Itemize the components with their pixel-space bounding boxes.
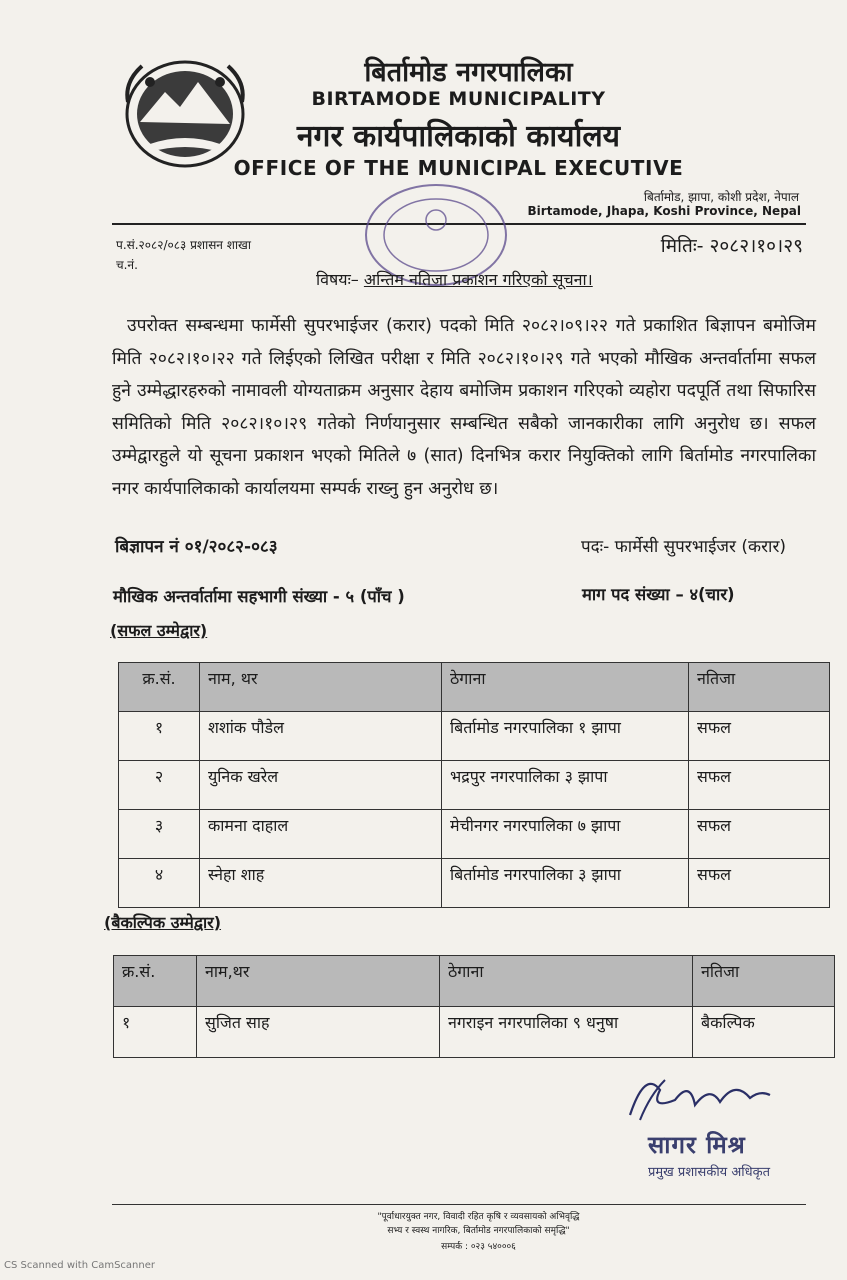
alternate-heading: (बैकल्पिक उम्मेद्वार) xyxy=(104,913,222,932)
address-cell: भद्रपुर नगरपालिका ३ झापा xyxy=(442,761,689,810)
subject-text: अन्तिम नतिजा प्रकाशन गरिएको सूचना। xyxy=(363,270,593,289)
footer-contact: सम्पर्क : ०२३ ५४०००६ xyxy=(441,1242,516,1252)
office-name-en: OFFICE OF THE MUNICIPAL EXECUTIVE xyxy=(233,156,684,180)
address-ne: बिर्तामोड, झापा, कोशी प्रदेश, नेपाल xyxy=(643,190,799,204)
alternate-candidates-table xyxy=(113,955,835,1058)
result-cell: सफल xyxy=(689,859,830,908)
address-cell: बिर्तामोड नगरपालिका ३ झापा xyxy=(442,859,689,908)
name-cell: युनिक खरेल xyxy=(200,761,442,810)
column-header: ठेगाना xyxy=(440,956,693,1007)
reference-number: प.सं.२०८२/०८३ प्रशासन शाखा xyxy=(116,238,251,252)
column-header: क्र.सं. xyxy=(114,956,197,1007)
table-row xyxy=(119,810,830,859)
name-cell: स्नेहा शाह xyxy=(200,859,442,908)
municipality-name-en: BIRTAMODE MUNICIPALITY xyxy=(311,88,606,110)
column-header: नतिजा xyxy=(693,956,835,1007)
handwritten-signature-icon xyxy=(620,1060,790,1130)
column-header: नाम, थर xyxy=(200,663,442,712)
result-cell: सफल xyxy=(689,810,830,859)
serial-cell: ४ xyxy=(119,859,200,908)
notice-date: मितिः- २०८२।१०।२९ xyxy=(660,235,803,257)
column-header: नाम,थर xyxy=(197,956,440,1007)
footer-slogan-2: सभ्य र स्वस्थ नागरिक, बिर्तामोड नगरपालिकाको समृद्धि" xyxy=(387,1226,570,1236)
table-row xyxy=(119,859,830,908)
address-en: Birtamode, Jhapa, Koshi Province, Nepal xyxy=(527,204,801,218)
footer-slogan-1: "पूर्वाधारयुक्त नगर, विवादी रहित कृषि र व्यवसायको अभिवृद्धि xyxy=(377,1212,580,1222)
address-cell: नगराइन नगरपालिका ९ धनुषा xyxy=(440,1007,693,1058)
interview-participants: मौखिक अन्तर्वार्तामा सहभागी संख्या - ५ (पाँच ) xyxy=(113,587,405,606)
table-row xyxy=(119,761,830,810)
serial-cell: १ xyxy=(119,712,200,761)
signatory-title: प्रमुख प्रशासकीय अधिकृत xyxy=(648,1165,771,1180)
name-cell: सुजित साह xyxy=(197,1007,440,1058)
subject-prefix: विषयः– xyxy=(316,270,359,289)
notice-body: उपरोक्त सम्बन्धमा फार्मेसी सुपरभाईजर (करार) पदको मिति २०८२।०९।२२ गते प्रकाशित बिज्ञापन बमोजिम मिति २०८२।१०।२२ गते लिईएको लिखित परीक्षा र मिति २०८२।१०।२९ गते भएको मौखिक अन्तर्वार्तामा सफल हुने उम्मेद्धारहरुको नामावली योग्यताक्रम अनुसार देहाय बमोजिम प्रकाशन गरिएको व्यहोरा पदपूर्ति तथा सिफारिस समितिको मिति २०८२।१०।२९ गतेको निर्णयानुसार सम्बन्धित सबैको जानकारीका लागि अनुरोध छ। सफल उम्मेद्वारहुले यो सूचना प्रकाशन भएको मितिले ७ (सात) दिनभित्र करार नियुक्तिको लागि बिर्तामोड नगरपालिका नगर कार्यपालिकाको कार्यालयमा सम्पर्क राख्नु हुन अनुरोध छ। xyxy=(112,316,816,499)
municipality-name-ne: बिर्तामोड नगरपालिका xyxy=(364,57,573,88)
result-cell: सफल xyxy=(689,712,830,761)
result-cell: सफल xyxy=(689,761,830,810)
column-header: क्र.सं. xyxy=(119,663,200,712)
post-title: पदः- फार्मेसी सुपरभाईजर (करार) xyxy=(581,537,787,557)
name-cell: शशांक पौडेल xyxy=(200,712,442,761)
demanded-posts: माग पद संख्या – ४(चार) xyxy=(582,585,735,604)
subject-line xyxy=(316,268,593,290)
serial-cell: २ xyxy=(119,761,200,810)
table-row xyxy=(119,712,830,761)
dispatch-number: च.नं. xyxy=(116,258,138,272)
successful-heading: (सफल उम्मेद्वार) xyxy=(110,621,208,640)
table-header-row xyxy=(114,956,835,1007)
scanner-watermark: CS Scanned with CamScanner xyxy=(4,1260,155,1271)
serial-cell: १ xyxy=(114,1007,197,1058)
table-header-row xyxy=(119,663,830,712)
address-cell: मेचीनगर नगरपालिका ७ झापा xyxy=(442,810,689,859)
result-cell: बैकल्पिक xyxy=(693,1007,835,1058)
successful-candidates-table xyxy=(118,662,830,908)
column-header: ठेगाना xyxy=(442,663,689,712)
signatory-name: सागर मिश्र xyxy=(648,1131,746,1159)
advertisement-number: बिज्ञापन नं ०१/२०८२-०८३ xyxy=(115,537,278,557)
serial-cell: ३ xyxy=(119,810,200,859)
table-row xyxy=(114,1007,835,1058)
footer-divider xyxy=(112,1204,806,1205)
address-cell: बिर्तामोड नगरपालिका १ झापा xyxy=(442,712,689,761)
column-header: नतिजा xyxy=(689,663,830,712)
name-cell: कामना दाहाल xyxy=(200,810,442,859)
office-name-ne: नगर कार्यपालिकाको कार्यालय xyxy=(296,119,621,154)
